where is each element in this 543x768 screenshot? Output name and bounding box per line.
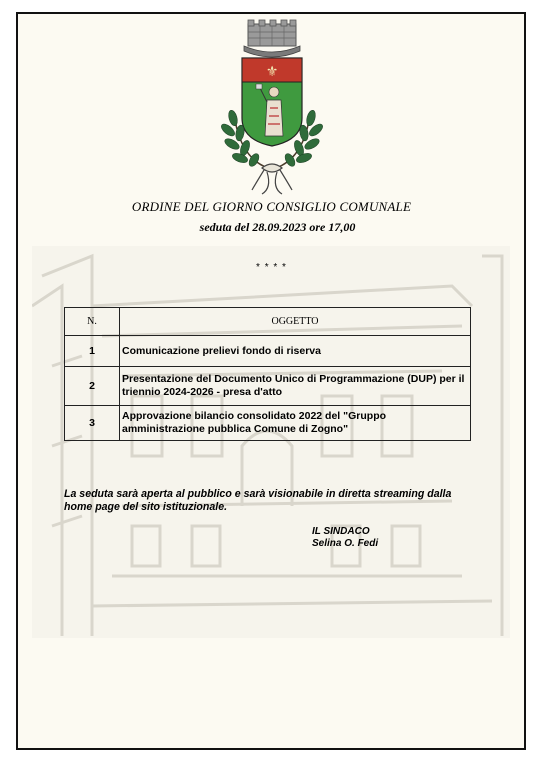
separator: * * * *	[256, 262, 287, 273]
item-subject: Presentazione del Documento Unico di Programmazione (DUP) per il triennio 2024-2026 - presa d'atto	[120, 367, 471, 406]
signature-role: IL SINDACO	[312, 526, 370, 537]
svg-text:⚜: ⚜	[265, 64, 279, 80]
item-subject: Approvazione bilancio consolidato 2022 del "Gruppo amministrazione pubblica Comune di Zogno"	[120, 406, 471, 441]
column-header-subject: OGGETTO	[120, 308, 471, 336]
table-row	[65, 406, 471, 441]
shield-icon	[242, 58, 302, 146]
item-number: 3	[65, 406, 120, 441]
item-number: 2	[65, 367, 120, 406]
session-date: seduta del 28.09.2023 ore 17,00	[199, 220, 356, 234]
item-number: 1	[65, 336, 120, 367]
agenda-table	[64, 307, 471, 441]
table-row	[65, 336, 471, 367]
ribbon-icon	[252, 164, 292, 194]
municipal-coat-of-arms	[212, 18, 332, 198]
building-sketch-background	[32, 246, 510, 638]
item-subject: Comunicazione prelievi fondo di riserva	[120, 336, 471, 367]
public-session-note: La seduta sarà aperta al pubblico e sarà visionabile in diretta streaming dalla home page del sito istituzionale.	[64, 488, 452, 513]
crown-icon	[244, 20, 300, 57]
column-header-number: N.	[65, 308, 120, 336]
agenda-title: ORDINE DEL GIORNO CONSIGLIO COMUNALE	[131, 199, 412, 214]
table-row	[65, 367, 471, 406]
signature-name: Selina O. Fedi	[312, 538, 379, 549]
table-header-row	[65, 308, 471, 336]
